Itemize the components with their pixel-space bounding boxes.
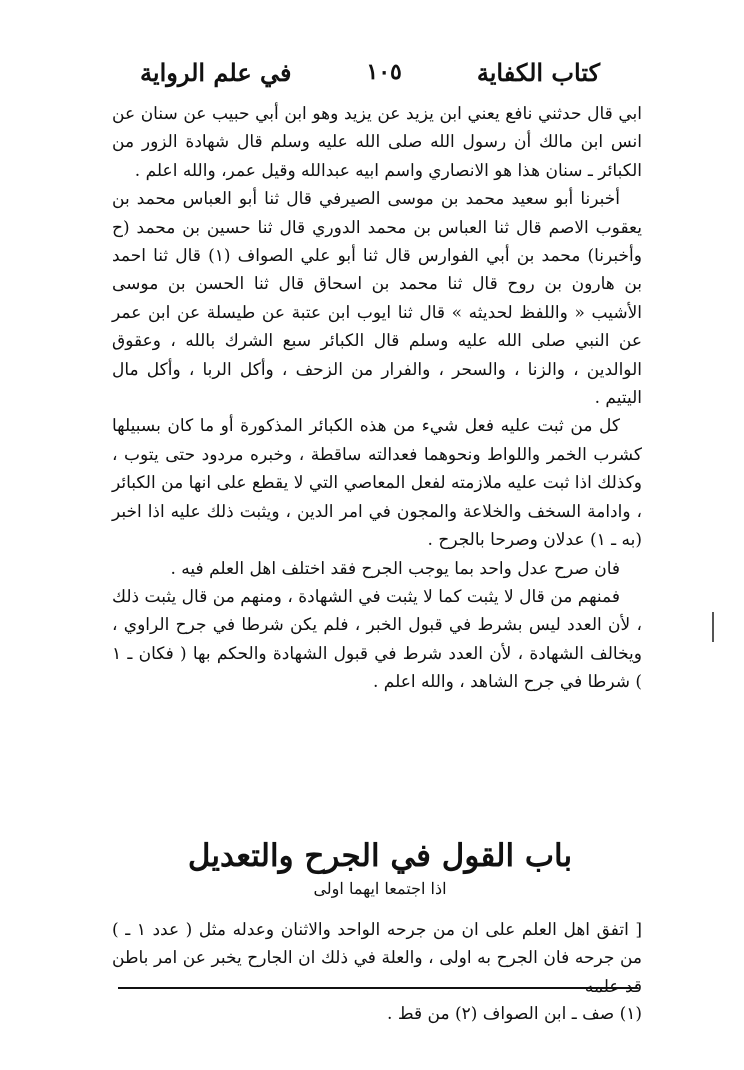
chapter-subtitle: اذا اجتمعا ايهما اولى [313, 879, 447, 898]
margin-mark [712, 612, 714, 642]
paragraph: فان صرح عدل واحد بما يوجب الجرح فقد اختلف اهل العلم فيه . [170, 558, 620, 579]
footnote: (١) صف ـ ابن الصواف (٢) من قط . [387, 1004, 642, 1024]
main-text [112, 100, 642, 697]
header-subject: في علم الرواية [140, 57, 292, 87]
chapter-title: باب القول في الجرح والتعديل [187, 838, 573, 874]
chapter-heading [160, 836, 600, 902]
paragraph: [ اتفق اهل العلم على ان من جرحه الواحد والاثنان وعدله مثل ( عدد ١ ـ ) من جرحه فان الجرح به اولى ، والعلة في ذلك ان الجارح يخبر عن امر باطن قد علمه [112, 920, 643, 997]
paragraph: فمنهم من قال لا يثبت كما لا يثبت في الشهادة ، ومنهم من قال يثبت ذلك ، لأن العدد ليس بشرط في قبول الخبر ، فلم يكن شرطا في جرح الراوي ، ويخالف الشهادة ، لأن العدد شرط في قبول الشهادة والحكم بها ( فكان ـ ١ ) شرطا في جرح الشاهد ، والله اعلم . [112, 586, 642, 693]
paragraph: أخبرنا أبو سعيد محمد بن موسى الصيرفي قال ثنا أبو العباس محمد بن يعقوب الاصم قال ثنا العباس بن محمد الدوري قال ثنا حسين بن محمد (ح وأخبرنا) محمد بن أبي الفوارس قال ثنا أبو علي الصواف (١) قال ثنا احمد بن هارون بن روح قال ثنا محمد بن اسحاق قال ثنا الحسن بن موسى الأشيب « واللفظ لحديثه » قال ثنا ايوب ابن عتبة عن طيسلة عن ابن عمر عن النبي صلى الله عليه وسلم قال الكبائر سبع الشرك بالله ، وعقوق الوالدين ، والزنا ، والسحر ، والفرار من الزحف ، وأكل الربا ، وأكل مال اليتيم . [112, 189, 643, 409]
page-number: ١٠٥ [366, 59, 402, 85]
footnote-divider [118, 987, 638, 989]
paragraph: كل من ثبت عليه فعل شيء من هذه الكبائر المذكورة أو ما كان بسبيلها كشرب الخمر واللواط ونحوهما فعدالته ساقطة ، وخبره مردود حتى يتوب ، وكذلك اذا ثبت عليه ملازمته لفعل المعاصي التي لا يقطع على انها من الكبائر ، وادامة السخف والخلاعة والمجون في امر الدين ، ويثبت ذلك عليه اذا اخبر (به ـ ١) عدلان وصرحا بالجرح . [112, 416, 642, 551]
header-book-title: كتاب الكفاية [476, 57, 600, 87]
paragraph: ابي قال حدثني نافع يعني ابن يزيد عن يزيد وهو ابن أبي حبيب عن سنان عن انس ابن مالك أن رسول الله صلى الله عليه وسلم قال شهادة الزور من الكبائر ـ سنان هذا هو الانصاري واسم ابيه عبدالله وقيل عمر، والله اعلم . [112, 104, 642, 181]
running-header [140, 52, 600, 92]
